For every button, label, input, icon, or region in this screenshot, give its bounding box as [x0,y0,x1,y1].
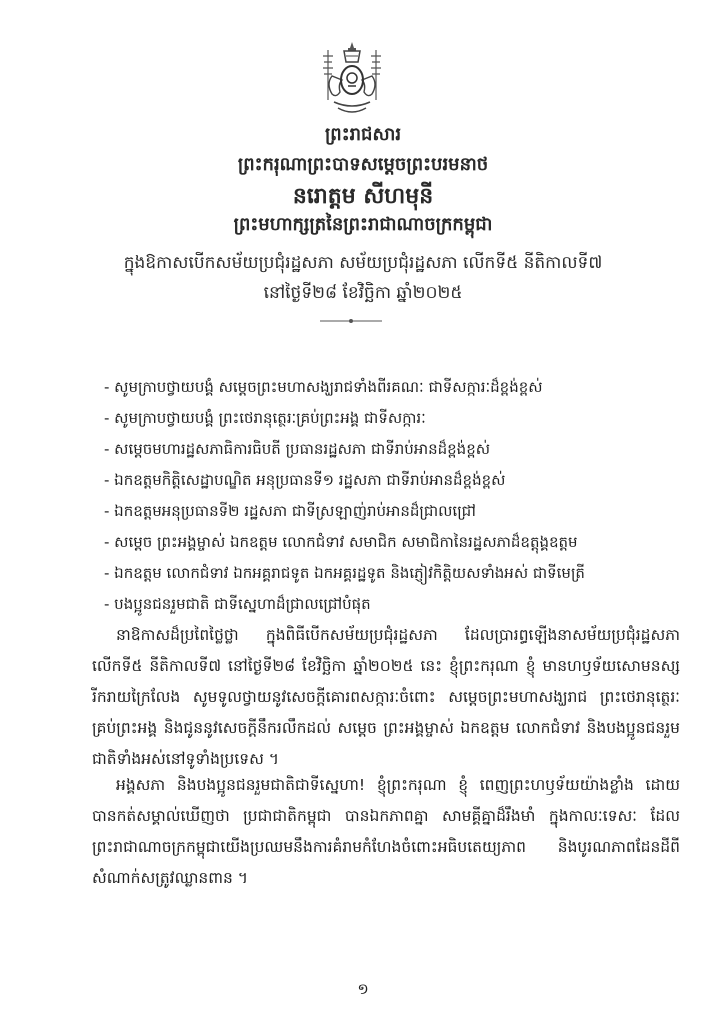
body-paragraph: នាឱកាសដ៏ប្រពៃថ្លៃថ្លា ក្នុងពិធីបើកសម័យប្រជុំរដ្ឋសភា ដែលប្រារព្ធឡើងនាសម័យប្រជុំរដ្ឋសភា លើកទី៥ នីតិកាលទី៧ នៅថ្ងៃទី២៨ ខែវិច្ឆិកា ឆ្នាំ២០២៥ នេះ ខ្ញុំព្រះករុណា ខ្ញុំ មានហឫទ័យសោមនស្សរីករាយក្រៃលែង សូមទូលថ្វាយនូវសេចក្តីគោរពសក្ការៈចំពោះ សម្ដេចព្រះមហាសង្ឃរាជ ព្រះថេរានុត្ថេរៈគ្រប់ព្រះអង្គ និងជូននូវសេចក្តីនឹករលឹកដល់ សម្ដេច ព្រះអង្គម្ចាស់ ឯកឧត្តម លោកជំទាវ និងបងប្អូនជនរួមជាតិទាំងអស់នៅទូទាំងប្រទេស ។ [92,626,680,768]
occasion-date: នៅថ្ងៃទី២៨ ខែវិច្ឆិកា ឆ្នាំ២០២៥ [263,283,463,303]
royal-coat-of-arms-icon [318,40,386,120]
sender-position: ព្រះមហាក្សត្រនៃព្រះរាជាណាចក្រកម្ពុជា [233,214,493,235]
salutation-item: - សម្ដេច ព្រះអង្គម្ចាស់ ឯកឧត្តម លោកជំទាវ សមាជិក សមាជិកានៃរដ្ឋសភាដ៏ឧត្តុង្គឧត្តម [104,533,578,551]
salutation-item: - ឯកឧត្តមអនុប្រធានទី២ រដ្ឋសភា ជាទីស្រឡាញ់រាប់អានដ៏ជ្រាលជ្រៅ [104,502,476,520]
salutation-item: - សូមក្រាបថ្វាយបង្គំ សម្ដេចព្រះមហាសង្ឃរាជទាំងពីរគណៈ ជាទីសក្ការៈដ៏ខ្ពង់ខ្ពស់ [104,378,543,396]
salutation-item: - សូមក្រាបថ្វាយបង្គំ ព្រះថេរានុត្ថេរៈគ្រប់ព្រះអង្គ ជាទីសក្ការៈ [104,409,426,427]
occasion-line: ក្នុងឱកាសបើកសម័យប្រជុំរដ្ឋសភា សម័យប្រជុំរដ្ឋសភា លើកទី៥ នីតិកាលទី៧ [123,253,603,273]
salutation-item: - ឯកឧត្តម លោកជំទាវ ឯកអគ្គរាជទូត ឯកអគ្គរដ្ឋទូត និងភ្ញៀវកិត្តិយសទាំងអស់ ជាទីមេត្រី [104,564,585,582]
salutation-item: - បងប្អូនជនរួមជាតិ ជាទីស្នេហាដ៏ជ្រាលជ្រៅបំផុត [104,595,371,613]
salutation-item: - ឯកឧត្តមកិត្តិសេដ្ឋាបណ្ឌិត អនុប្រធានទី១ រដ្ឋសភា ជាទីរាប់អានដ៏ខ្ពង់ខ្ពស់ [104,471,506,489]
sender-title: ព្រះករុណាព្រះបាទសម្ដេចព្រះបរមនាថ [237,154,489,175]
body-paragraph: អង្គសភា និងបងប្អូនជនរួមជាតិជាទីស្នេហា! ខ្ញុំព្រះករុណា ខ្ញុំ ពេញព្រះហឫទ័យយ៉ាងខ្លាំង ដោយបានកត់សម្គាល់ឃើញថា ប្រជាជាតិកម្ពុជា បានឯកភាពគ្នា សាមគ្គីគ្នាដ៏រឹងមាំ ក្នុងកាលៈទេសៈ ដែលព្រះរាជាណាចក្រកម្ពុជាយើងប្រឈមនឹងការគំរាមកំហែងចំពោះអធិបតេយ្យភាព និងបូរណភាពដែនដីពីសំណាក់សត្រូវឈ្លានពាន ។ [92,776,680,887]
sender-name: នរោត្តម សីហមុនី [292,184,434,209]
ornament-divider [320,318,382,324]
salutation-list [104,372,684,620]
document-title: ព្រះរាជសារ [324,124,402,145]
page-number: ១ [357,980,369,998]
salutation-item: - សម្ដេចមហារដ្ឋសភាធិការធិបតី ប្រធានរដ្ឋសភា ជាទីរាប់អានដ៏ខ្ពង់ខ្ពស់ [104,440,491,458]
